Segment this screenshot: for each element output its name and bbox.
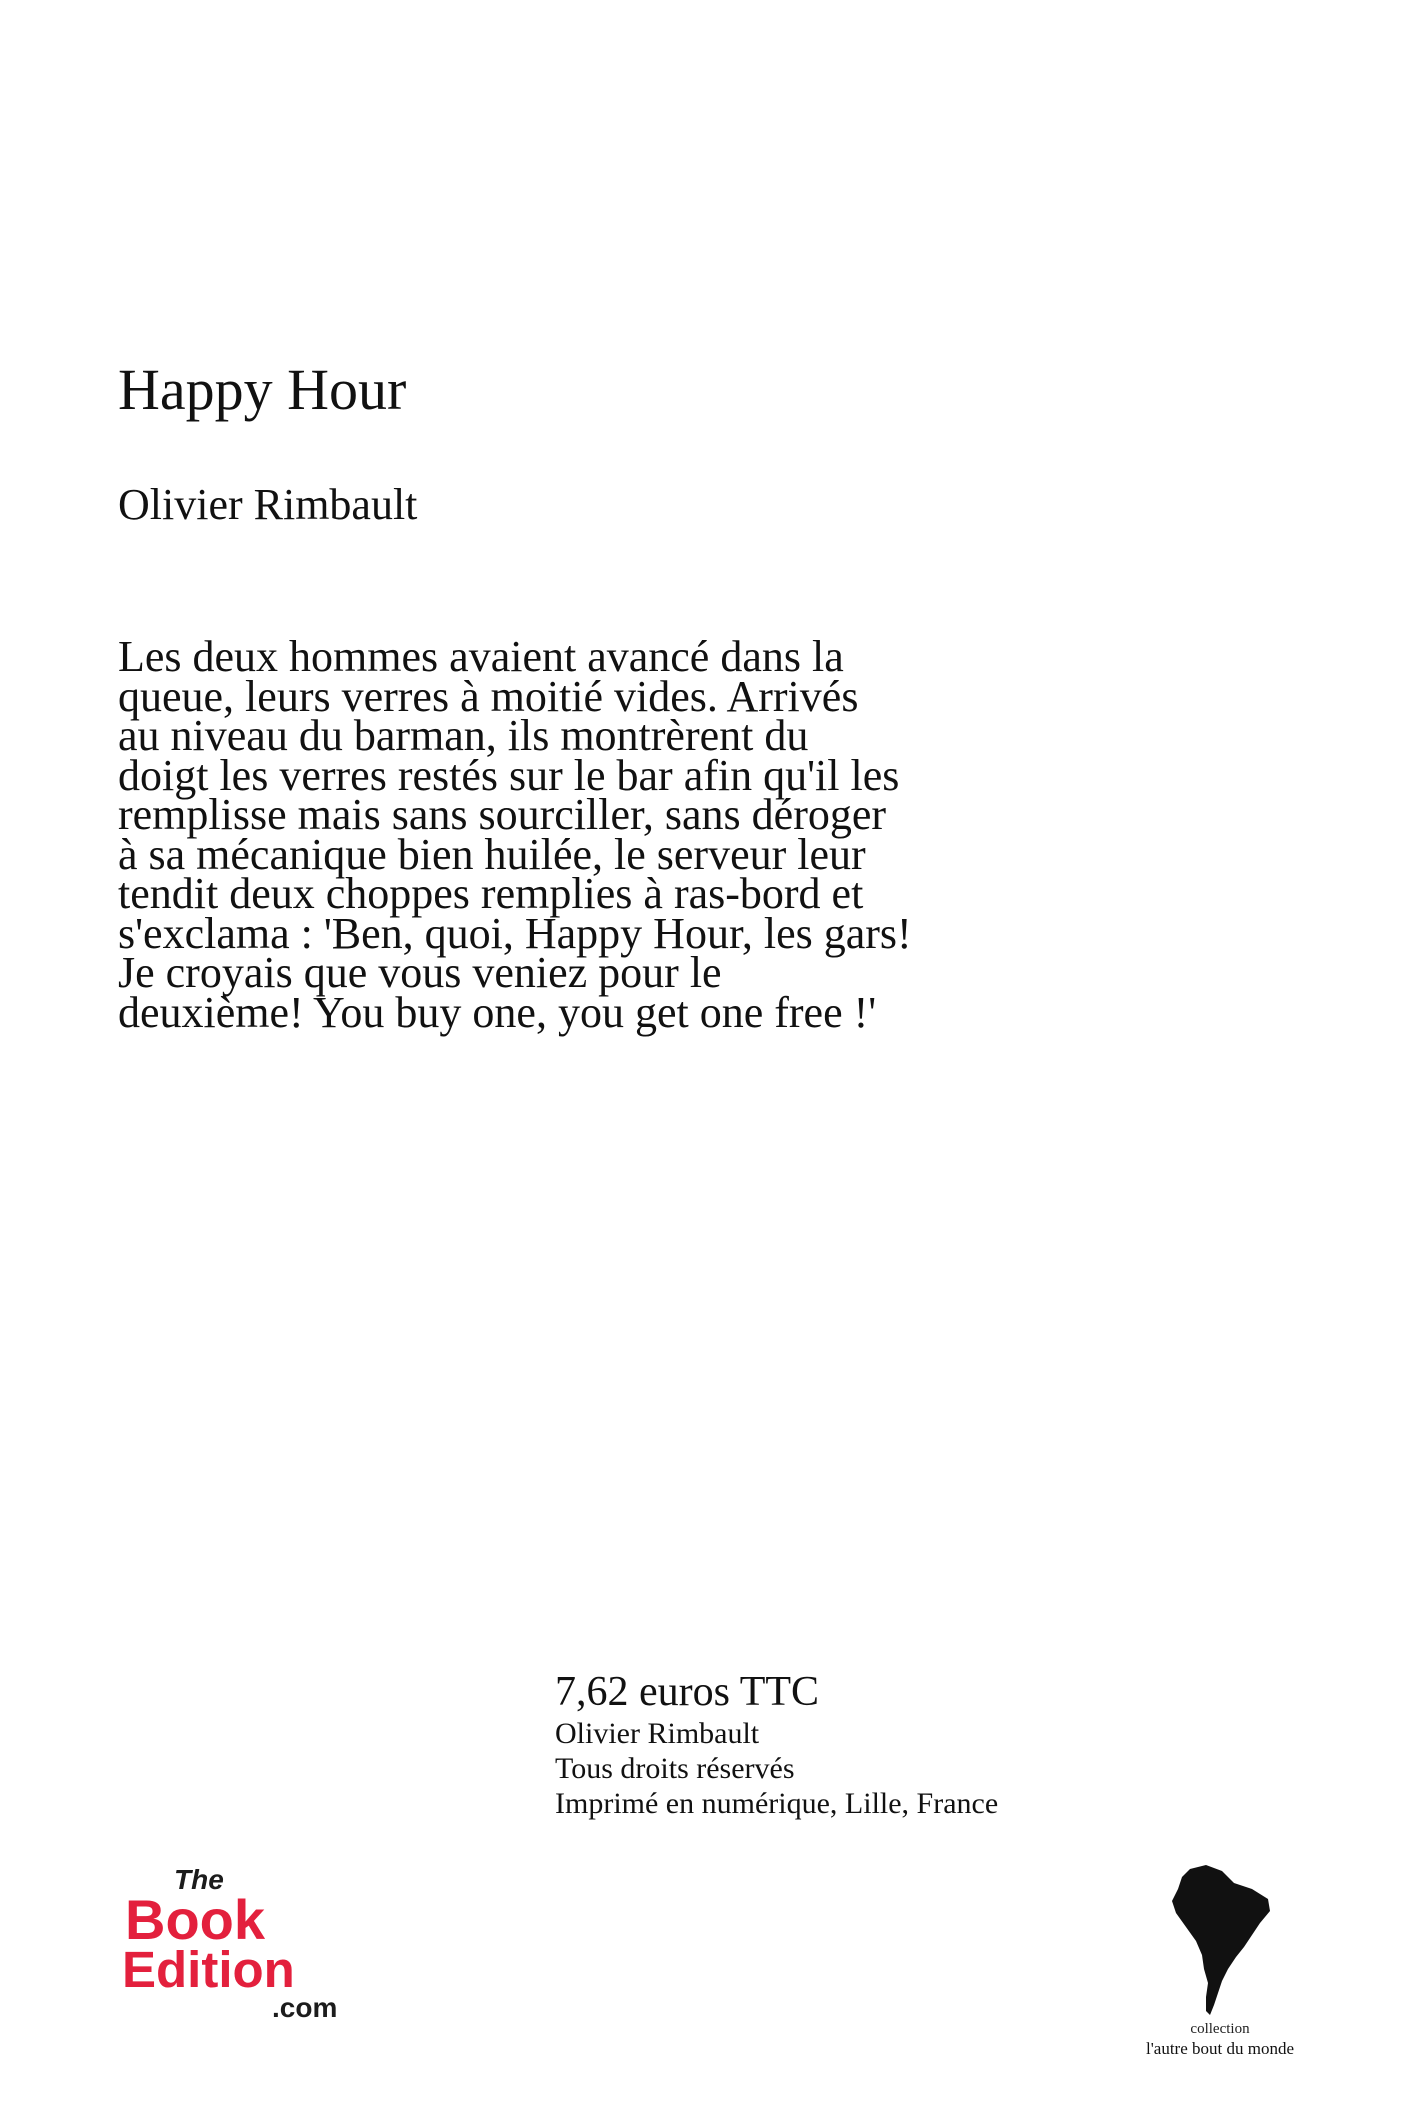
blurb-line: tendit deux choppes remplies à ras-bord et [118, 869, 864, 918]
print-location: Imprimé en numérique, Lille, France [555, 1787, 999, 1820]
blurb-line: doigt les verres restés sur le bar afin qu'il les [118, 750, 900, 800]
collection-label: collection [1190, 2021, 1250, 2037]
rights-notice: Tous droits réservés [555, 1752, 795, 1785]
back-cover-blurb [118, 632, 1078, 1037]
logo-book: Book [125, 1888, 265, 1951]
blurb-line: remplisse mais sans sourciller, sans déroger [118, 790, 887, 839]
thebookedition-logo [122, 1865, 362, 2025]
book-title: Happy Hour [118, 357, 407, 422]
thebookedition-logo-graphic [122, 1865, 362, 2025]
blurb-line: Je croyais que vous veniez pour le [118, 948, 722, 997]
blurb-line: deuxième! You buy one, you get one free !' [118, 987, 877, 1037]
blurb-line: Les deux hommes avaient avancé dans la [118, 632, 844, 681]
price: 7,62 euros TTC [555, 1669, 820, 1715]
collection-name: l'autre bout du monde [1145, 2039, 1294, 2058]
collection-logo [1120, 1865, 1320, 2065]
imprint-block [555, 1668, 998, 1821]
logo-com: .com [272, 1992, 338, 2023]
south-america-map-icon [1172, 1865, 1272, 2015]
blurb-line: queue, leurs verres à moitié vides. Arrivés [118, 671, 859, 721]
blurb-line: à sa mécanique bien huilée, le serveur leur [118, 829, 866, 879]
logo-edition: Edition [122, 1941, 295, 1998]
logo-the: The [174, 1865, 224, 1895]
imprint-author: Olivier Rimbault [555, 1717, 760, 1750]
blurb-line: s'exclama : 'Ben, quoi, Happy Hour, les gars! [118, 908, 912, 958]
blurb-line: au niveau du barman, ils montrèrent du [118, 711, 809, 760]
book-author: Olivier Rimbault [118, 480, 418, 529]
